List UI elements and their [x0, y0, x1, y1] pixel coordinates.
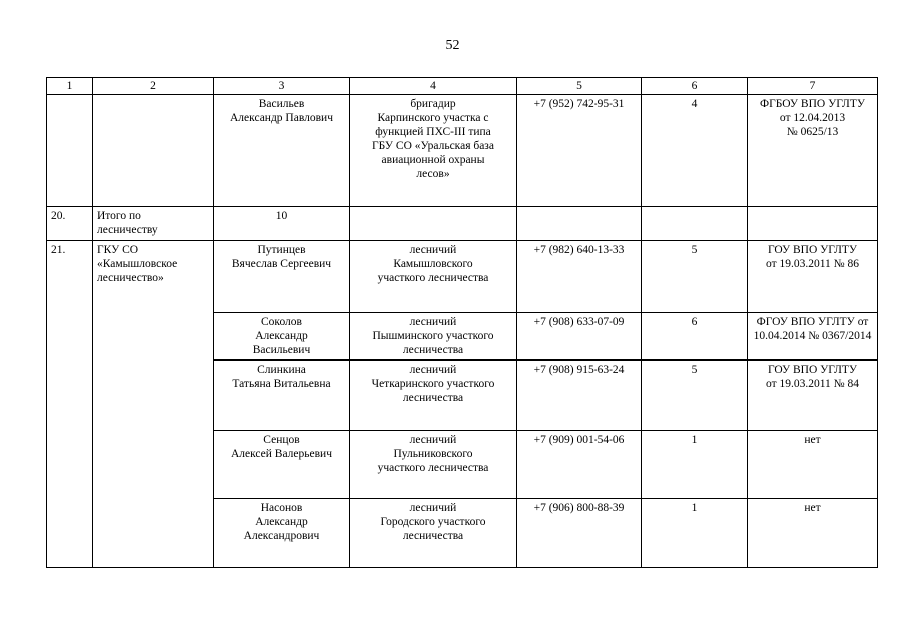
forestry-line: «Камышловское	[97, 258, 178, 270]
education-line: ФГБОУ ВПО УГЛТУ	[760, 98, 865, 110]
name-line: Александр	[255, 330, 308, 342]
position-line: лесничества	[402, 392, 464, 404]
header-row	[47, 78, 878, 95]
staff-table	[46, 77, 878, 568]
education-cell	[748, 360, 878, 430]
forestry-line: ГКУ СО	[97, 244, 139, 256]
position-line: лесов»	[416, 168, 450, 180]
name-line: Насонов	[260, 501, 303, 514]
row-number-cell: 21.	[47, 241, 93, 568]
position-line: Пышминского участкого	[372, 330, 494, 342]
table-row	[47, 95, 878, 207]
position-line: ГБУ СО «Уральская база	[372, 140, 494, 152]
education-cell	[748, 313, 878, 361]
position-line: Пульниковского	[393, 447, 473, 460]
position-line: лесничий	[409, 244, 457, 256]
position-line: лесничества	[402, 344, 464, 356]
header-cell: 6	[642, 78, 748, 95]
education-cell	[748, 498, 878, 567]
experience-cell: 1	[642, 498, 748, 567]
experience-cell: 1	[642, 430, 748, 498]
header-cell: 5	[517, 78, 642, 95]
forestry-line: Итого по	[97, 210, 141, 222]
employee-name-cell	[214, 313, 350, 361]
name-line: Алексей Валерьевич	[230, 447, 332, 460]
experience-cell: 5	[642, 241, 748, 313]
phone-cell: +7 (906) 800-88-39	[517, 498, 642, 567]
row-number-cell	[47, 95, 93, 207]
name-line: Слинкина	[257, 364, 306, 376]
phone-cell: +7 (908) 915-63-24	[517, 360, 642, 430]
employee-name-cell	[214, 360, 350, 430]
name-line: Александрович	[243, 529, 320, 542]
name-line: Татьяна Витальевна	[232, 378, 331, 390]
experience-cell: 6	[642, 313, 748, 361]
employee-name-cell	[214, 95, 350, 207]
employee-name-cell	[214, 241, 350, 313]
employee-name-cell	[214, 498, 350, 567]
education-cell	[748, 430, 878, 498]
row-number-cell: 20.	[47, 207, 93, 241]
position-line: лесничий	[409, 364, 457, 376]
position-cell	[350, 241, 517, 313]
name-line: Соколов	[261, 316, 302, 328]
forestry-line: лесничество»	[97, 272, 164, 284]
name-line: Александр	[255, 515, 308, 528]
position-cell	[350, 95, 517, 207]
phone-cell: +7 (909) 001-54-06	[517, 430, 642, 498]
name-line: Александр Павлович	[230, 112, 333, 124]
position-cell	[350, 430, 517, 498]
empty-cell	[517, 207, 642, 241]
education-line: ГОУ ВПО УГЛТУ	[767, 244, 858, 256]
education-line: от 19.03.2011 № 84	[765, 378, 860, 390]
position-line: Городского участкого	[380, 515, 486, 528]
position-line: бригадир	[410, 98, 456, 110]
header-cell: 1	[47, 78, 93, 95]
position-line: Карпинского участка с	[377, 112, 489, 124]
education-line: нет	[804, 501, 821, 514]
position-line: лесничества	[402, 529, 464, 542]
phone-cell: +7 (982) 640-13-33	[517, 241, 642, 313]
experience-cell: 4	[642, 95, 748, 207]
education-cell	[748, 241, 878, 313]
education-line: от 12.04.2013	[779, 112, 846, 124]
position-line: Камышловского	[393, 258, 473, 270]
table-row	[47, 241, 878, 313]
name-line: Вячеслав Сергеевич	[231, 258, 332, 270]
empty-cell	[748, 207, 878, 241]
phone-cell: +7 (908) 633-07-09	[517, 313, 642, 361]
position-line: лесничий	[409, 433, 457, 446]
position-cell	[350, 313, 517, 361]
position-line: Четкаринского участкого	[371, 378, 495, 390]
forestry-cell	[93, 241, 214, 568]
name-line: Васильев	[258, 98, 305, 110]
header-cell: 7	[748, 78, 878, 95]
education-line: ГОУ ВПО УГЛТУ	[767, 364, 858, 376]
phone-cell: +7 (952) 742-95-31	[517, 95, 642, 207]
position-cell	[350, 498, 517, 567]
total-value-cell: 10	[214, 207, 350, 241]
education-line: нет	[804, 433, 821, 446]
position-cell	[350, 360, 517, 430]
employee-name-cell	[214, 430, 350, 498]
position-line: функцией ПХС-III типа	[375, 126, 491, 138]
forestry-line: лесничеству	[97, 224, 158, 236]
position-line: лесничий	[409, 501, 457, 514]
empty-cell	[642, 207, 748, 241]
position-line: участкого лесничества	[377, 272, 489, 284]
total-row	[47, 207, 878, 241]
position-line: лесничий	[409, 316, 457, 328]
education-line: № 0625/13	[786, 126, 839, 138]
header-cell: 4	[350, 78, 517, 95]
header-cell: 2	[93, 78, 214, 95]
empty-cell	[350, 207, 517, 241]
education-cell	[748, 95, 878, 207]
page-number: 52	[445, 38, 460, 53]
header-cell: 3	[214, 78, 350, 95]
name-line: Путинцев	[257, 244, 306, 256]
forestry-cell	[93, 207, 214, 241]
name-line: Сенцов	[263, 433, 300, 446]
name-line: Васильевич	[252, 344, 311, 356]
forestry-cell	[93, 95, 214, 207]
position-line: участкого лесничества	[377, 461, 489, 474]
education-line: ФГОУ ВПО УГЛТУ от	[756, 316, 869, 328]
experience-cell: 5	[642, 360, 748, 430]
position-line: авиационной охраны	[381, 154, 485, 166]
education-line: от 19.03.2011 № 86	[765, 258, 860, 270]
education-line: 10.04.2014 № 0367/2014	[753, 330, 872, 342]
